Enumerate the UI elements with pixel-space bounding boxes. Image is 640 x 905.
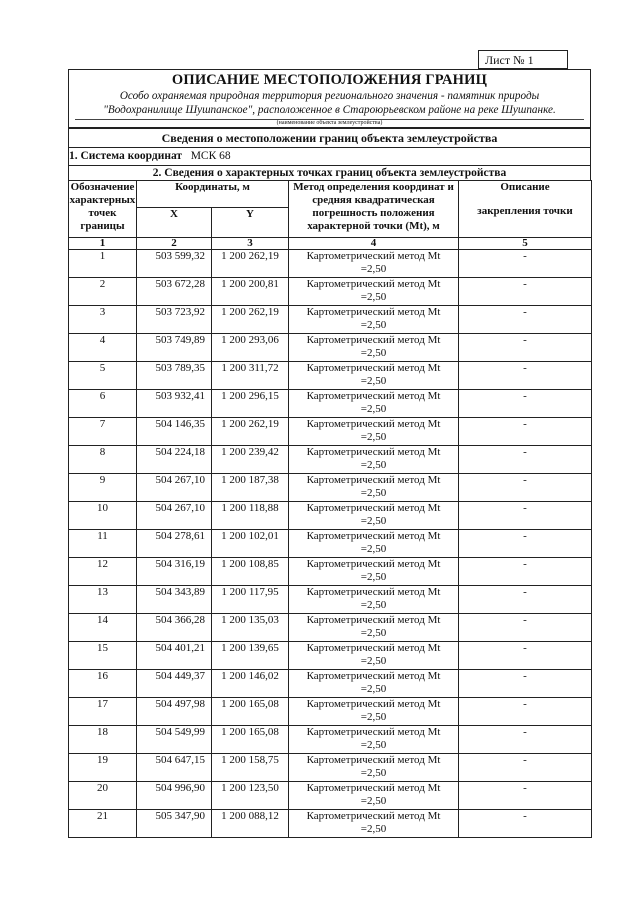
subtitle-caption: (наименование объекта землеустройства) bbox=[276, 120, 383, 126]
header-method: Метод определения координат и средняя квадратическая погрешность положения характерной точки (Mt), м bbox=[289, 181, 459, 238]
coord-y: 1 200 117,95 bbox=[212, 586, 289, 614]
method-accuracy: =2,50 bbox=[360, 683, 387, 695]
coord-x: 504 497,98 bbox=[137, 698, 212, 726]
document-body bbox=[68, 69, 591, 838]
subtitle-line-1: Особо охраняемая природная территория регионального значения - памятник природы bbox=[119, 90, 540, 102]
table-row bbox=[69, 418, 592, 446]
section-title: Сведения о местоположении границ объекта землеустройства bbox=[68, 127, 591, 148]
header-point-id: Обозначение характерных точек границы bbox=[69, 181, 137, 238]
point-description: - bbox=[459, 278, 592, 306]
point-description: - bbox=[459, 614, 592, 642]
header-desc bbox=[459, 181, 592, 238]
coord-x: 503 749,89 bbox=[137, 334, 212, 362]
coord-y: 1 200 146,02 bbox=[212, 670, 289, 698]
method-name: Картометрический метод Mt bbox=[306, 334, 441, 346]
point-description: - bbox=[459, 782, 592, 810]
method-cell bbox=[289, 446, 459, 474]
coord-y: 1 200 139,65 bbox=[212, 642, 289, 670]
table-row bbox=[69, 558, 592, 586]
table-row bbox=[69, 782, 592, 810]
table-row bbox=[69, 670, 592, 698]
method-name: Картометрический метод Mt bbox=[306, 390, 441, 402]
table-row bbox=[69, 698, 592, 726]
table-row bbox=[69, 502, 592, 530]
coord-x: 504 267,10 bbox=[137, 474, 212, 502]
method-accuracy: =2,50 bbox=[360, 795, 387, 807]
method-cell bbox=[289, 670, 459, 698]
header-coords: Координаты, м bbox=[137, 181, 289, 208]
coord-y: 1 200 311,72 bbox=[212, 362, 289, 390]
point-id: 6 bbox=[69, 390, 137, 418]
method-accuracy: =2,50 bbox=[360, 599, 387, 611]
point-description: - bbox=[459, 558, 592, 586]
method-name: Картометрический метод Mt bbox=[306, 642, 441, 654]
page-title: ОПИСАНИЕ МЕСТОПОЛОЖЕНИЯ ГРАНИЦ bbox=[171, 72, 488, 88]
point-id: 4 bbox=[69, 334, 137, 362]
point-description: - bbox=[459, 446, 592, 474]
point-id: 19 bbox=[69, 754, 137, 782]
subtitle-line-2: "Водохранилище Шушпанское", расположенное в Староюрьевском районе на реке Шушпанке. bbox=[103, 104, 556, 116]
method-accuracy: =2,50 bbox=[360, 291, 387, 303]
method-cell bbox=[289, 390, 459, 418]
coord-system-value: МСК 68 bbox=[190, 150, 231, 162]
points-title: 2. Сведения о характерных точках границ объекта землеустройства bbox=[68, 166, 591, 180]
method-cell bbox=[289, 362, 459, 390]
method-name: Картометрический метод Mt bbox=[306, 446, 441, 458]
point-id: 2 bbox=[69, 278, 137, 306]
table-row bbox=[69, 586, 592, 614]
method-accuracy: =2,50 bbox=[360, 347, 387, 359]
point-id: 14 bbox=[69, 614, 137, 642]
coord-x: 503 672,28 bbox=[137, 278, 212, 306]
table-row bbox=[69, 446, 592, 474]
coord-y: 1 200 187,38 bbox=[212, 474, 289, 502]
coord-x: 504 449,37 bbox=[137, 670, 212, 698]
table-row bbox=[69, 334, 592, 362]
coord-system-label: 1. Система координат bbox=[69, 150, 183, 162]
method-name: Картометрический метод Mt bbox=[306, 782, 441, 794]
coord-y: 1 200 108,85 bbox=[212, 558, 289, 586]
coord-y: 1 200 135,03 bbox=[212, 614, 289, 642]
method-cell bbox=[289, 754, 459, 782]
coord-x: 503 789,35 bbox=[137, 362, 212, 390]
method-cell bbox=[289, 642, 459, 670]
coord-x: 504 146,35 bbox=[137, 418, 212, 446]
coord-x: 504 996,90 bbox=[137, 782, 212, 810]
point-id: 8 bbox=[69, 446, 137, 474]
point-description: - bbox=[459, 306, 592, 334]
coord-y: 1 200 118,88 bbox=[212, 502, 289, 530]
method-accuracy: =2,50 bbox=[360, 431, 387, 443]
table-row bbox=[69, 530, 592, 558]
col-number-5: 5 bbox=[459, 238, 592, 250]
coord-y: 1 200 088,12 bbox=[212, 810, 289, 838]
point-id: 11 bbox=[69, 530, 137, 558]
method-cell bbox=[289, 474, 459, 502]
method-accuracy: =2,50 bbox=[360, 627, 387, 639]
method-name: Картометрический метод Mt bbox=[306, 558, 441, 570]
method-cell bbox=[289, 418, 459, 446]
method-accuracy: =2,50 bbox=[360, 571, 387, 583]
point-id: 18 bbox=[69, 726, 137, 754]
method-name: Картометрический метод Mt bbox=[306, 726, 441, 738]
coord-x: 504 278,61 bbox=[137, 530, 212, 558]
point-id: 5 bbox=[69, 362, 137, 390]
method-cell bbox=[289, 306, 459, 334]
coord-y: 1 200 293,06 bbox=[212, 334, 289, 362]
method-accuracy: =2,50 bbox=[360, 739, 387, 751]
table-row bbox=[69, 390, 592, 418]
point-id: 3 bbox=[69, 306, 137, 334]
coord-x: 504 224,18 bbox=[137, 446, 212, 474]
method-cell bbox=[289, 726, 459, 754]
point-id: 7 bbox=[69, 418, 137, 446]
col-number-2: 2 bbox=[137, 238, 212, 250]
point-description: - bbox=[459, 642, 592, 670]
method-name: Картометрический метод Mt bbox=[306, 810, 441, 822]
method-cell bbox=[289, 278, 459, 306]
point-description: - bbox=[459, 698, 592, 726]
coord-y: 1 200 158,75 bbox=[212, 754, 289, 782]
method-cell bbox=[289, 502, 459, 530]
method-accuracy: =2,50 bbox=[360, 655, 387, 667]
col-number-3: 3 bbox=[212, 238, 289, 250]
coord-y: 1 200 102,01 bbox=[212, 530, 289, 558]
point-description: - bbox=[459, 586, 592, 614]
points-table bbox=[68, 180, 592, 838]
method-cell bbox=[289, 614, 459, 642]
method-accuracy: =2,50 bbox=[360, 767, 387, 779]
table-row bbox=[69, 250, 592, 278]
point-id: 13 bbox=[69, 586, 137, 614]
col-number-4: 4 bbox=[289, 238, 459, 250]
point-description: - bbox=[459, 502, 592, 530]
sheet-number: Лист № 1 bbox=[478, 50, 568, 69]
point-description: - bbox=[459, 250, 592, 278]
coord-x: 503 723,92 bbox=[137, 306, 212, 334]
coord-x: 504 549,99 bbox=[137, 726, 212, 754]
table-row bbox=[69, 642, 592, 670]
point-id: 10 bbox=[69, 502, 137, 530]
method-accuracy: =2,50 bbox=[360, 459, 387, 471]
method-cell bbox=[289, 782, 459, 810]
table-row bbox=[69, 614, 592, 642]
coord-y: 1 200 165,08 bbox=[212, 726, 289, 754]
method-accuracy: =2,50 bbox=[360, 823, 387, 835]
point-description: - bbox=[459, 390, 592, 418]
method-name: Картометрический метод Mt bbox=[306, 502, 441, 514]
method-name: Картометрический метод Mt bbox=[306, 586, 441, 598]
coord-y: 1 200 262,19 bbox=[212, 418, 289, 446]
method-accuracy: =2,50 bbox=[360, 403, 387, 415]
coord-x: 504 316,19 bbox=[137, 558, 212, 586]
method-accuracy: =2,50 bbox=[360, 319, 387, 331]
col-number-1: 1 bbox=[69, 238, 137, 250]
coord-x: 504 267,10 bbox=[137, 502, 212, 530]
point-id: 15 bbox=[69, 642, 137, 670]
table-row bbox=[69, 726, 592, 754]
point-description: - bbox=[459, 810, 592, 838]
point-id: 20 bbox=[69, 782, 137, 810]
header-desc-top: Описание bbox=[500, 181, 550, 193]
header-desc-bottom: закрепления точки bbox=[477, 205, 573, 217]
method-cell bbox=[289, 810, 459, 838]
method-name: Картометрический метод Mt bbox=[306, 754, 441, 766]
method-cell bbox=[289, 698, 459, 726]
coord-x: 504 401,21 bbox=[137, 642, 212, 670]
coord-y: 1 200 296,15 bbox=[212, 390, 289, 418]
method-name: Картометрический метод Mt bbox=[306, 698, 441, 710]
point-description: - bbox=[459, 670, 592, 698]
method-cell bbox=[289, 250, 459, 278]
point-description: - bbox=[459, 530, 592, 558]
point-description: - bbox=[459, 418, 592, 446]
point-id: 17 bbox=[69, 698, 137, 726]
coord-y: 1 200 262,19 bbox=[212, 250, 289, 278]
document-header bbox=[68, 69, 591, 127]
point-id: 9 bbox=[69, 474, 137, 502]
coord-x: 504 647,15 bbox=[137, 754, 212, 782]
coord-system bbox=[68, 148, 591, 166]
coord-x: 504 366,28 bbox=[137, 614, 212, 642]
point-id: 21 bbox=[69, 810, 137, 838]
coord-x: 503 932,41 bbox=[137, 390, 212, 418]
method-name: Картометрический метод Mt bbox=[306, 614, 441, 626]
method-cell bbox=[289, 558, 459, 586]
method-cell bbox=[289, 334, 459, 362]
method-accuracy: =2,50 bbox=[360, 515, 387, 527]
coord-x: 503 599,32 bbox=[137, 250, 212, 278]
method-accuracy: =2,50 bbox=[360, 375, 387, 387]
table-row bbox=[69, 278, 592, 306]
point-description: - bbox=[459, 754, 592, 782]
method-name: Картометрический метод Mt bbox=[306, 278, 441, 290]
coord-x: 504 343,89 bbox=[137, 586, 212, 614]
coord-x: 505 347,90 bbox=[137, 810, 212, 838]
coord-y: 1 200 239,42 bbox=[212, 446, 289, 474]
method-accuracy: =2,50 bbox=[360, 543, 387, 555]
method-name: Картометрический метод Mt bbox=[306, 670, 441, 682]
table-row bbox=[69, 474, 592, 502]
header-y: Y bbox=[212, 208, 289, 238]
coord-y: 1 200 123,50 bbox=[212, 782, 289, 810]
method-accuracy: =2,50 bbox=[360, 711, 387, 723]
coord-y: 1 200 200,81 bbox=[212, 278, 289, 306]
point-description: - bbox=[459, 474, 592, 502]
table-row bbox=[69, 362, 592, 390]
table-row bbox=[69, 810, 592, 838]
method-name: Картометрический метод Mt bbox=[306, 306, 441, 318]
method-name: Картометрический метод Mt bbox=[306, 418, 441, 430]
method-accuracy: =2,50 bbox=[360, 487, 387, 499]
method-accuracy: =2,50 bbox=[360, 263, 387, 275]
point-id: 12 bbox=[69, 558, 137, 586]
method-cell bbox=[289, 586, 459, 614]
table-row bbox=[69, 754, 592, 782]
point-description: - bbox=[459, 726, 592, 754]
point-id: 16 bbox=[69, 670, 137, 698]
method-name: Картометрический метод Mt bbox=[306, 474, 441, 486]
table-row bbox=[69, 306, 592, 334]
method-name: Картометрический метод Mt bbox=[306, 362, 441, 374]
coord-y: 1 200 262,19 bbox=[212, 306, 289, 334]
point-description: - bbox=[459, 334, 592, 362]
point-id: 1 bbox=[69, 250, 137, 278]
method-name: Картометрический метод Mt bbox=[306, 530, 441, 542]
header-x: X bbox=[137, 208, 212, 238]
point-description: - bbox=[459, 362, 592, 390]
method-name: Картометрический метод Mt bbox=[306, 250, 441, 262]
coord-y: 1 200 165,08 bbox=[212, 698, 289, 726]
method-cell bbox=[289, 530, 459, 558]
